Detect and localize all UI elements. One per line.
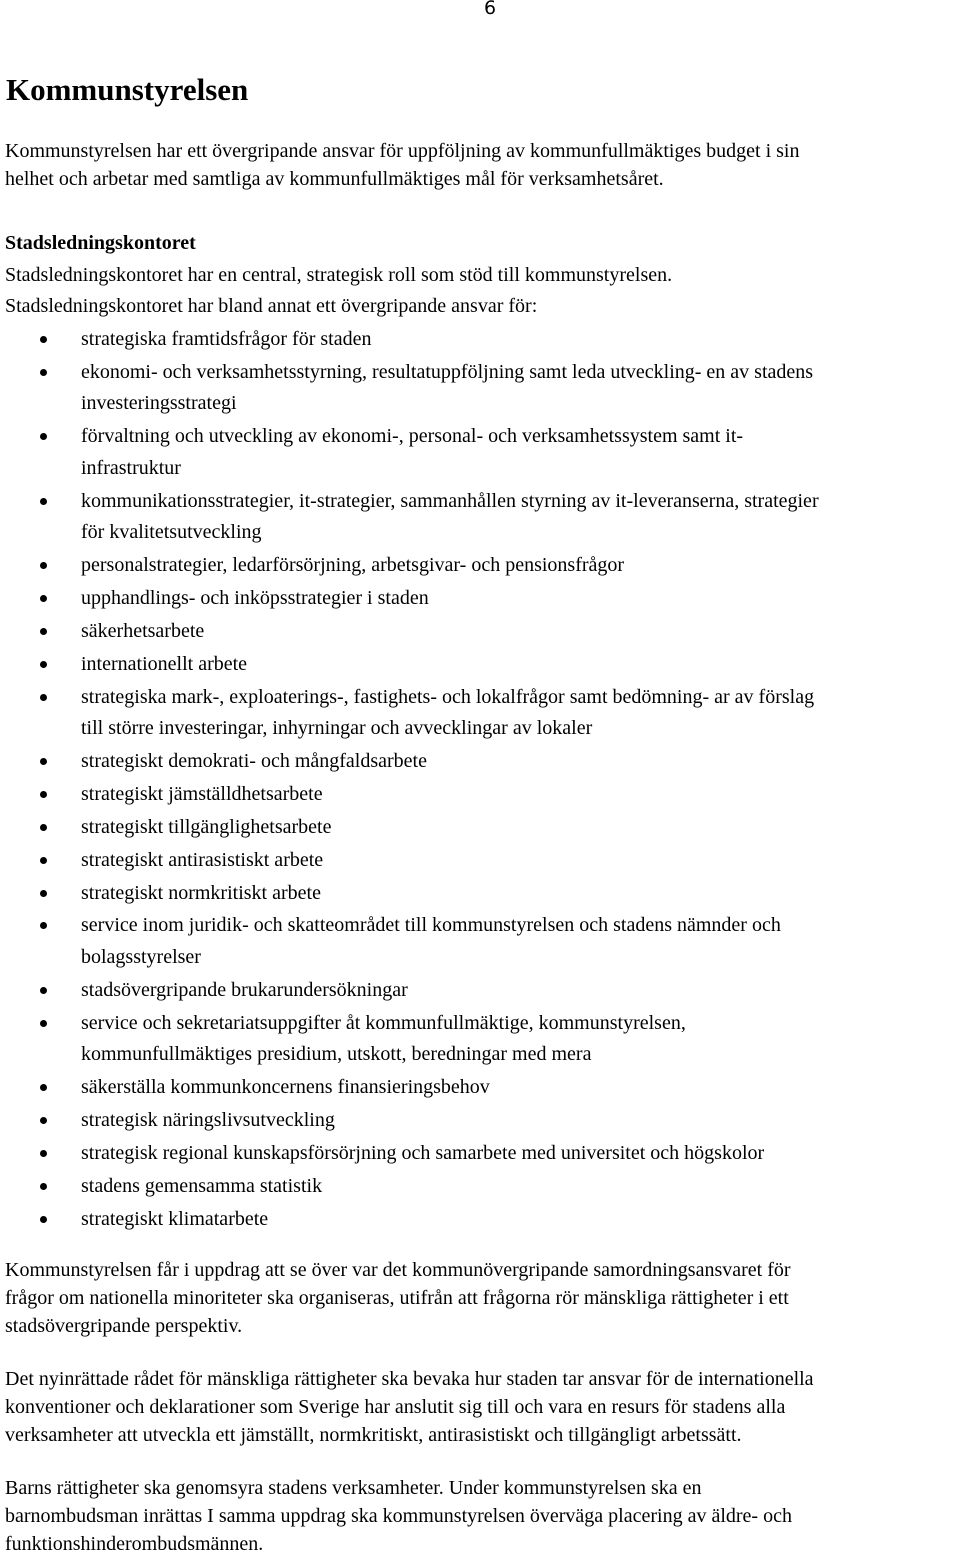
bullet-dot-icon xyxy=(40,1020,47,1027)
list-item-text: kommunikationsstrategier, it-strategier, sammanhållen styrning av it-leveranserna, strategier för kvalitetsutveckling xyxy=(81,489,819,544)
list-item xyxy=(0,1105,957,1137)
list-item-text: strategiskt klimatarbete xyxy=(81,1207,269,1230)
bullet-dot-icon xyxy=(40,1183,47,1190)
list-item-text: strategiskt tillgänglighetsarbete xyxy=(81,815,332,838)
list-item-text: strategiskt jämställdhetsarbete xyxy=(81,782,323,805)
list-item xyxy=(0,1138,957,1170)
bullet-dot-icon xyxy=(40,922,47,929)
list-item-text: service och sekretariatsuppgifter åt kommunfullmäktige, kommunstyrelsen, kommunfullmäktiges presidium, utskott, beredningar med mera xyxy=(81,1011,686,1066)
section-intro-line: Stadsledningskontoret har en central, strategisk roll som stöd till kommunstyrelsen. xyxy=(5,264,673,286)
page-title: Kommunstyrelsen xyxy=(6,72,249,107)
responsibility-list xyxy=(0,324,960,1237)
list-item-text: strategiskt normkritiskt arbete xyxy=(81,881,321,904)
list-item xyxy=(0,975,957,1007)
list-item xyxy=(0,421,957,484)
list-item xyxy=(0,583,957,615)
list-item xyxy=(0,779,957,811)
bullet-dot-icon xyxy=(40,595,47,602)
list-item-text: strategisk regional kunskapsförsörjning och samarbete med universitet och högskolor xyxy=(81,1141,765,1164)
bullet-dot-icon xyxy=(40,336,47,343)
bullet-dot-icon xyxy=(40,433,47,440)
list-item xyxy=(0,324,957,356)
list-item-text: förvaltning och utveckling av ekonomi-, personal- och verksamhetssystem samt it- infrastruktur xyxy=(81,425,744,479)
list-item xyxy=(0,550,957,582)
bullet-dot-icon xyxy=(40,857,47,864)
list-item-text: internationellt arbete xyxy=(81,652,248,675)
bullet-dot-icon xyxy=(40,1150,47,1157)
list-item xyxy=(0,1204,957,1236)
bullet-dot-icon xyxy=(40,498,47,505)
bullet-dot-icon xyxy=(40,1117,47,1124)
human-rights-paragraph: Det nyinrättade rådet för mänskliga rättigheter ska bevaka hur staden tar ansvar för de internationella konventioner och deklarationer som Sverige har anslutit sig till och vara en resurs för stadens alla verksamheter att utveckla ett jämställt, normkritiskt, antirasistiskt och tillgängligt arbetssätt. xyxy=(5,1368,814,1446)
bullet-dot-icon xyxy=(40,369,47,376)
list-item xyxy=(0,1171,957,1203)
section-responsibility-line: Stadsledningskontoret har bland annat ett övergripande ansvar för: xyxy=(5,295,538,317)
bullet-dot-icon xyxy=(40,791,47,798)
list-item-text: service inom juridik- och skatteområdet till kommunstyrelsen och stadens nämnder och bolagsstyrelser xyxy=(81,914,781,968)
list-item xyxy=(0,616,957,648)
list-item-text: strategisk näringslivsutveckling xyxy=(81,1109,335,1132)
list-item xyxy=(0,1072,957,1104)
list-item xyxy=(0,486,957,549)
list-item-text: stadens gemensamma statistik xyxy=(81,1174,323,1197)
list-item xyxy=(0,878,957,910)
list-item xyxy=(0,649,957,681)
list-item xyxy=(0,682,957,745)
list-item xyxy=(0,845,957,877)
childrens-rights-paragraph: Barns rättigheter ska genomsyra stadens verksamheter. Under kommunstyrelsen ska en barnombudsman inrättas I samma uppdrag ska kommunstyrelsen överväga placering av äldre- och funktionshinderombudsmännen. xyxy=(5,1477,792,1555)
bullet-dot-icon xyxy=(40,1084,47,1091)
section-heading: Stadsledningskontoret xyxy=(5,232,196,254)
list-item-text: upphandlings- och inköpsstrategier i staden xyxy=(81,586,429,609)
list-item xyxy=(0,1008,957,1071)
bullet-dot-icon xyxy=(40,562,47,569)
bullet-dot-icon xyxy=(40,628,47,635)
bullet-dot-icon xyxy=(40,694,47,701)
list-item-text: ekonomi- och verksamhetsstyrning, resultatuppföljning samt leda utveckling- en av stadens investeringsstrategi xyxy=(81,360,814,415)
page-number: 6 xyxy=(484,0,497,19)
list-item-text: strategiskt demokrati- och mångfaldsarbete xyxy=(81,750,427,773)
list-item-text: säkerhetsarbete xyxy=(81,619,205,642)
list-item xyxy=(0,812,957,844)
list-item xyxy=(0,910,957,973)
bullet-dot-icon xyxy=(40,1216,47,1223)
bullet-dot-icon xyxy=(40,890,47,897)
list-item xyxy=(0,746,957,778)
list-item-text: strategiska framtidsfrågor för staden xyxy=(81,328,372,350)
bullet-dot-icon xyxy=(40,824,47,831)
list-item xyxy=(0,357,957,420)
minorities-paragraph: Kommunstyrelsen får i uppdrag att se över var det kommunövergripande samordningsansvaret för frågor om nationella minoriteter ska organiseras, utifrån att frågorna rör mänskliga rättigheter i ett stadsövergripande perspektiv. xyxy=(5,1259,791,1337)
list-item-text: strategiska mark-, exploaterings-, fastighets- och lokalfrågor samt bedömning- ar av förslag till större investeringar, inhyrningar och avvecklingar av lokaler xyxy=(81,685,815,740)
list-item-text: säkerställa kommunkoncernens finansieringsbehov xyxy=(81,1076,490,1099)
bullet-dot-icon xyxy=(40,758,47,765)
bullet-dot-icon xyxy=(40,661,47,668)
list-item-text: personalstrategier, ledarförsörjning, arbetsgivar- och pensionsfrågor xyxy=(81,554,625,577)
list-item-text: stadsövergripande brukarundersökningar xyxy=(81,978,408,1001)
bullet-dot-icon xyxy=(40,987,47,994)
intro-paragraph: Kommunstyrelsen har ett övergripande ansvar för uppföljning av kommunfullmäktiges budget i sin helhet och arbetar med samtliga av kommunfullmäktiges mål för verksamhetsåret. xyxy=(5,140,800,190)
list-item-text: strategiskt antirasistiskt arbete xyxy=(81,848,324,871)
